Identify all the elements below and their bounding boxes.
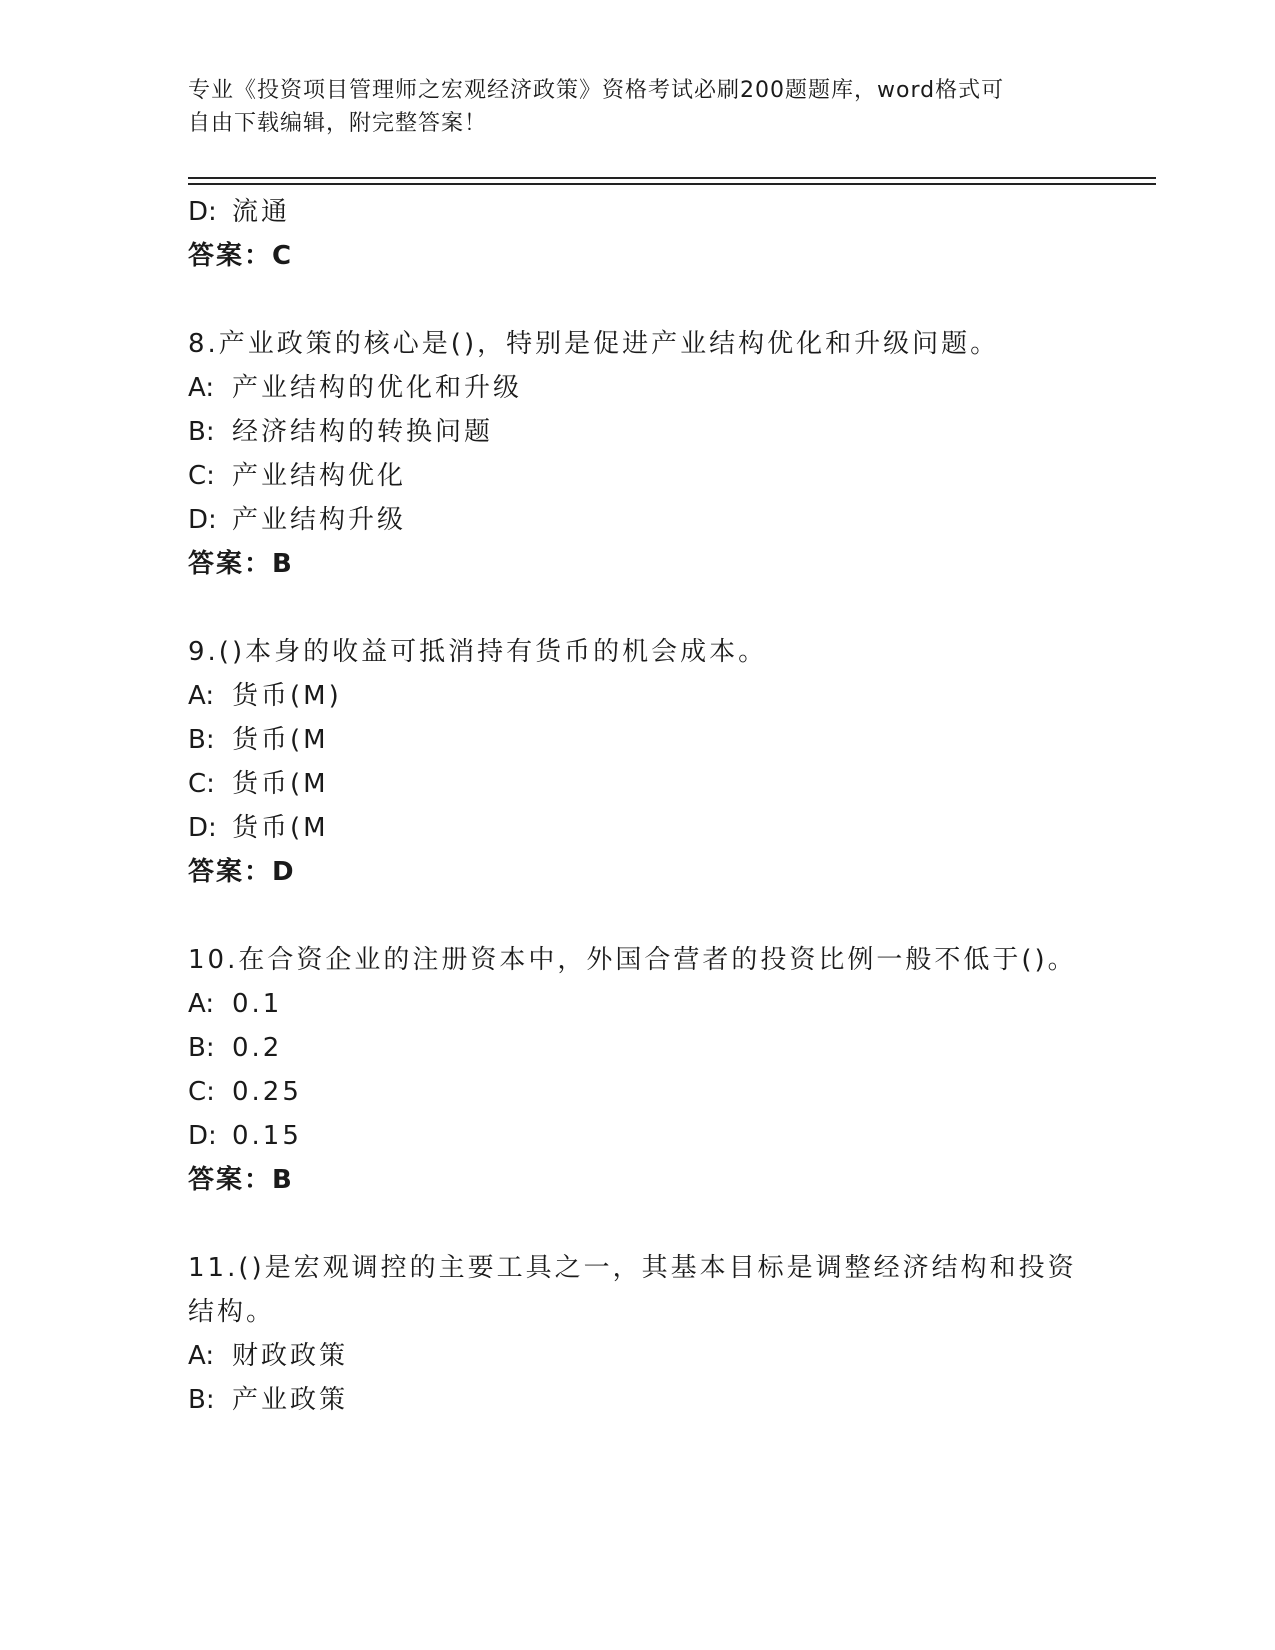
question-8-answer: 答案：B: [188, 549, 294, 579]
header-divider-top: [188, 177, 1156, 179]
question-10-option-d: D: 0.15: [188, 1121, 302, 1151]
question-11-stem-line-2: 结构。: [188, 1297, 276, 1327]
question-9-option-d: D: 货币(M: [188, 813, 329, 843]
question-10-option-b: B: 0.2: [188, 1033, 283, 1063]
question-11-stem-line-1: 11.()是宏观调控的主要工具之一，其基本目标是调整经济结构和投资: [188, 1253, 1077, 1283]
prev-option-d: D: 流通: [188, 197, 291, 227]
question-9-option-a: A: 货币(M): [188, 681, 342, 711]
prev-answer: 答案：C: [188, 241, 294, 271]
question-8-option-d: D: 产业结构升级: [188, 505, 407, 535]
question-8-option-a: A: 产业结构的优化和升级: [188, 373, 523, 403]
question-9-option-c: C: 货币(M: [188, 769, 329, 799]
question-10-answer: 答案：B: [188, 1165, 294, 1195]
question-9-answer: 答案：D: [188, 857, 296, 887]
header-divider-bottom: [188, 183, 1156, 185]
document-header: [188, 74, 1068, 140]
question-11-option-b: B: 产业政策: [188, 1385, 349, 1415]
header-line-2: 自由下载编辑，附完整答案！: [188, 111, 488, 136]
question-9-stem: 9.()本身的收益可抵消持有货币的机会成本。: [188, 637, 768, 667]
question-8-option-b: B: 经济结构的转换问题: [188, 417, 494, 447]
header-line-1: 专业《投资项目管理师之宏观经济政策》资格考试必刷200题题库，word格式可: [188, 78, 1005, 103]
question-10-stem: 10.在合资企业的注册资本中，外国合营者的投资比例一般不低于()。: [188, 945, 1077, 975]
question-9-option-b: B: 货币(M: [188, 725, 329, 755]
question-8-stem: 8.产业政策的核心是()，特别是促进产业结构优化和升级问题。: [188, 329, 1000, 359]
question-11-option-a: A: 财政政策: [188, 1341, 349, 1371]
question-8-option-c: C: 产业结构优化: [188, 461, 407, 491]
question-10-option-a: A: 0.1: [188, 989, 283, 1019]
question-10-option-c: C: 0.25: [188, 1077, 302, 1107]
